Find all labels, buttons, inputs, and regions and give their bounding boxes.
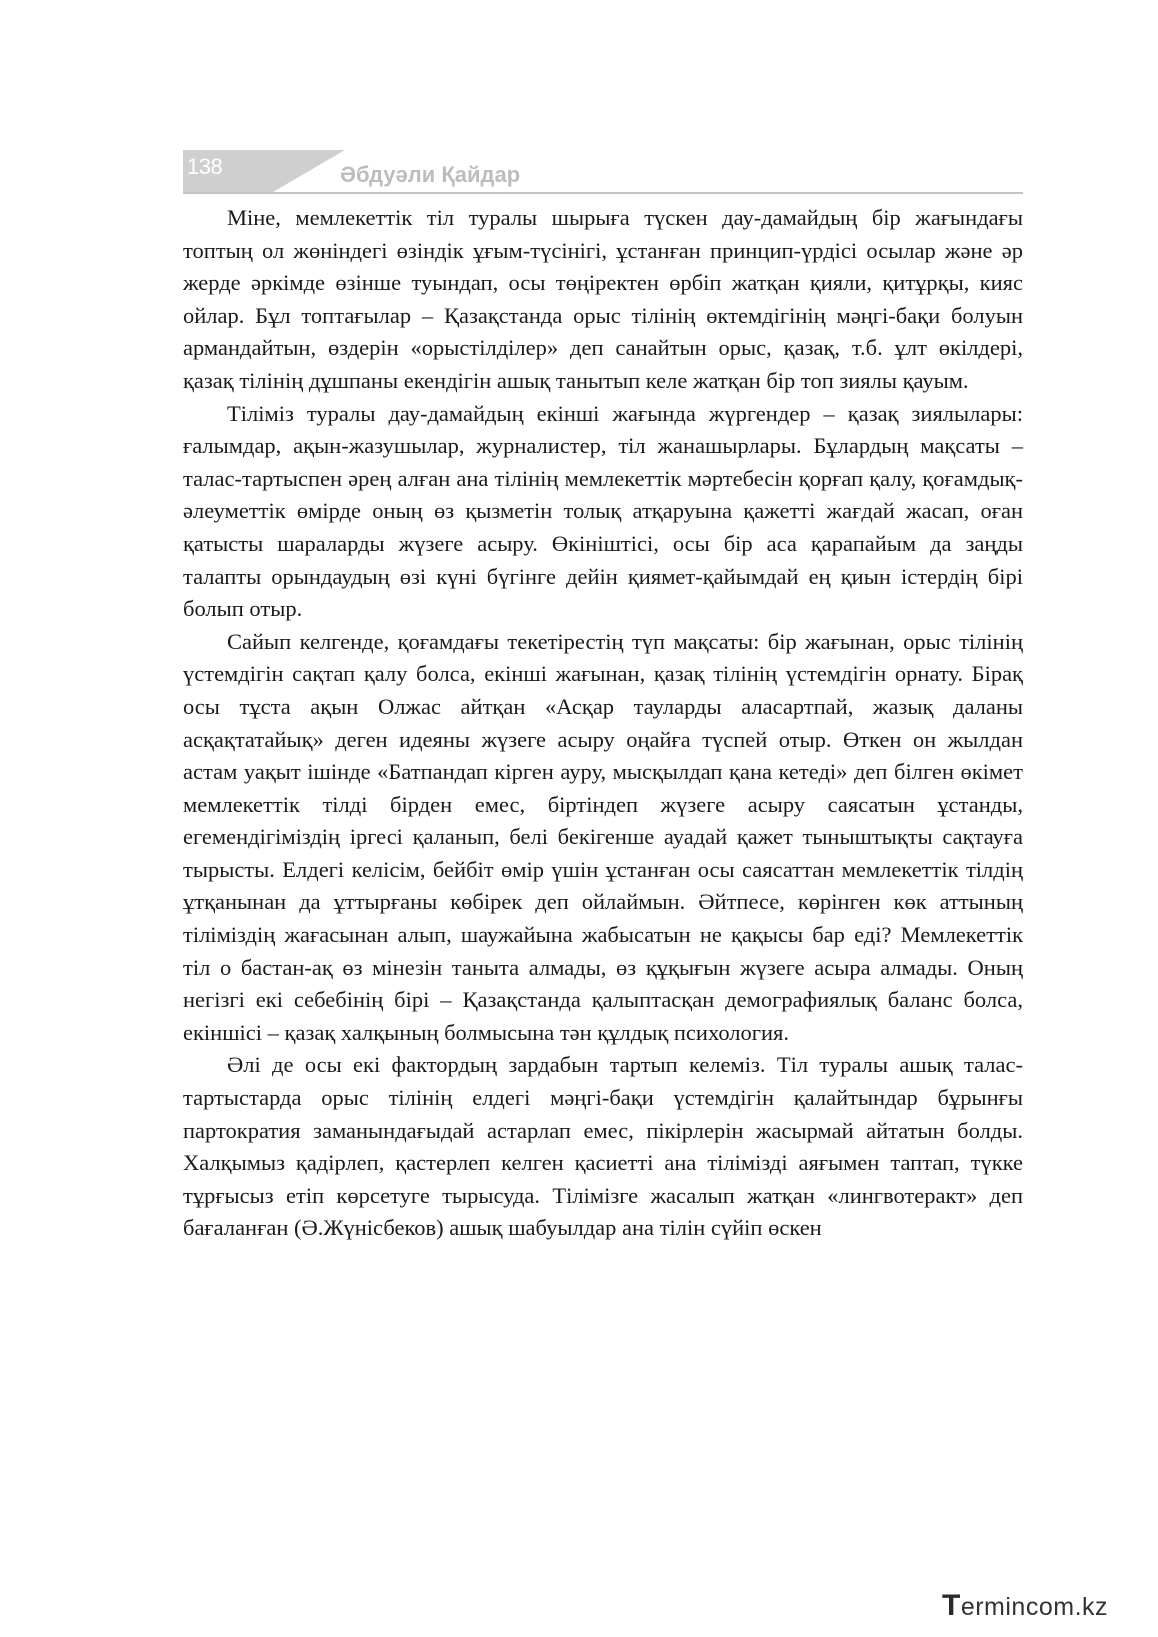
page-number: 138: [187, 154, 223, 179]
paragraph-2: Тіліміз туралы дау-дамайдың екінші жағында жүргендер – қазақ зиялылары: ғалымдар, ақын-жазушылар, журналистер, тіл жанашырлары. Бұлардың мақсаты – талас-тартыспен әрең алған ана тілінің мемлекеттік мәртебесін қорғап қалу, қоғамдық-әлеуметтік өмірде оның өз қызметін толық атқаруына қажетті жағдай жасап, оған қатысты шараларды жүзеге асыру. Өкініштісі, осы бір аса қарапайым да заңды талапты орындаудың өзі күні бүгінге дейін қиямет-қайымдай ең қиын істердің бірі болып отыр.: [183, 400, 1023, 622]
paragraph-1: Міне, мемлекеттік тіл туралы шырыға түскен дау-дамайдың бір жағындағы топтың ол жөніндегі өзіндік ұғым-түсінігі, ұстанған принцип-үрдісі осылар және әр жерде әркімде өзінше туындап, осы төңіректен өрбіп жатқан қияли, қитұрқы, кияс ойлар. Бұл топтағылар – Қазақстанда орыс тілінің өктемдігінің мәңгі-бақи болуын армандайтын, өздерін «орыстілділер» деп санайтын орыс, қазақ, т.б. ұлт өкілдері, қазақ тілінің дұшпаны екендігін ашық танытып келе жатқан бір топ зиялы қауым.: [183, 205, 1023, 393]
page-header: [183, 150, 1023, 196]
page-tab-slope: [273, 150, 345, 192]
paragraph-3: Сайып келгенде, қоғамдағы текетірестің түп мақсаты: бір жағынан, орыс тілінің үстемдігін сақтап қалу болса, екінші жағынан, қазақ тілінің үстемдігін орнату. Бірақ осы тұста ақын Олжас айтқан «Асқар тауларды аласартпай, жазық даланы асқақтатайық» деген идеяны жүзеге асыру оңайға түспей отыр. Өткен он жылдан астам уақыт ішінде «Батпандап кірген ауру, мысқылдап қана кетеді» деп білген өкімет мемлекеттік тілді бірден емес, біртіндеп жүзеге асыру саясатын ұстанды, егемендігіміздің іргесі қаланып, белі бекігенше ауадай қажет тыныштықты сақтауға тырысты. Елдегі келісім, бейбіт өмір үшін ұстанған осы саясаттан мемлекеттік тілдің ұтқанынан да ұттырғаны көбірек деп ойлаймын. Әйтпесе, көрінген көк аттының тіліміздің жағасынан алып, шаужайына жабысатын не қақысы бар еді? Мемлекеттік тіл о бастан-ақ өз мінезін таныта алмады, өз құқығын жүзеге асыра алмады. Оның негізгі екі себебінің бірі – Қазақстанда қалыптасқан демографиялық баланс болса, екіншісі – қазақ халқының болмысына тән құлдық психология.: [183, 628, 1023, 1045]
running-head-author: Әбдуәли Қайдар: [340, 162, 521, 187]
page-number-tab: [183, 150, 273, 192]
header-rule: [183, 192, 1023, 194]
body-text: [183, 202, 1023, 1245]
watermark-text: ermincom.kz: [960, 1593, 1109, 1621]
site-watermark: [942, 1589, 1108, 1623]
watermark-logo-letter: T: [942, 1589, 961, 1622]
paragraph-4: Әлі де осы екі фактордың зардабын тартып келеміз. Тіл туралы ашық талас-тартыстарда орыс тілінің елдегі мәңгі-бақи үстемдігін қалайтындар бұрынғы партократия заманындағыдай астарлап емес, пікірлерін жасырмай айтатын болды. Халқымыз қадірлеп, қастерлеп келген қасиетті ана тілімізді аяғымен таптап, түкке тұрғысыз етіп көрсетуге тырысуда. Тілімізге жасалып жатқан «лингвотеракт» деп бағаланған (Ә.Жүнісбеков) ашық шабуылдар ана тілін сүйіп өскен: [183, 1052, 1023, 1241]
